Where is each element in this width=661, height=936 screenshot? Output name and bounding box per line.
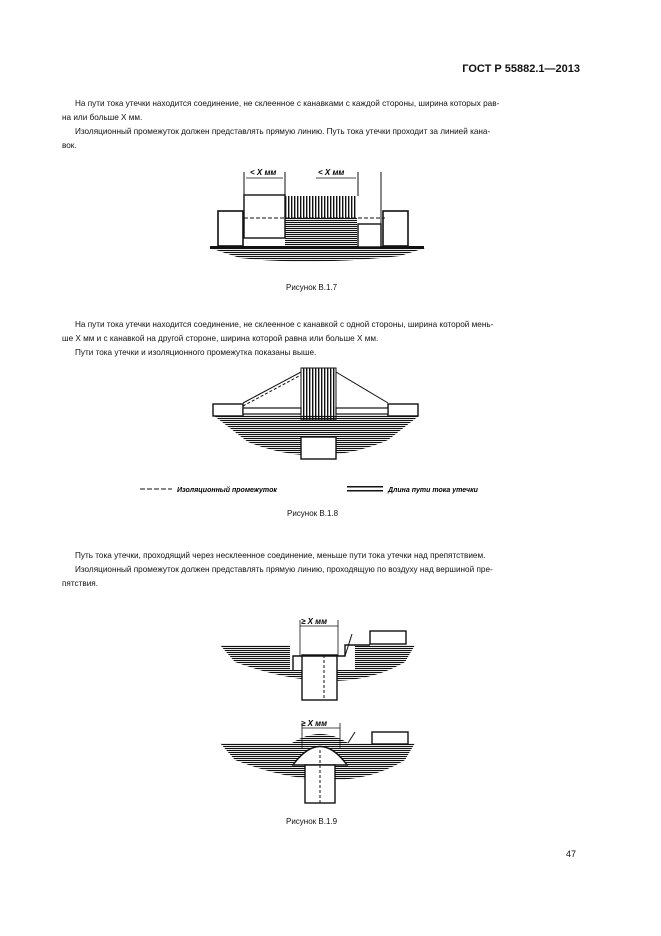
document-header: ГОСТ Р 55882.1—2013 xyxy=(462,63,580,75)
text-line: пятствия. xyxy=(62,579,99,588)
text-line: На пути тока утечки находится соединение, не склеенное с канавкой с одной стороны, ширина которой мень- xyxy=(75,320,494,329)
figure-caption-b17: Рисунок В.1.7 xyxy=(286,283,338,292)
dimension-label-right: < X мм xyxy=(318,168,345,177)
text-line: на или больше X мм. xyxy=(62,113,143,122)
figure-b19-top-drawing xyxy=(220,620,415,700)
dimension-label-left: < X мм xyxy=(250,168,277,177)
legend-path-label: Длина пути тока утечки xyxy=(388,487,478,494)
page-number: 47 xyxy=(566,849,577,859)
text-line: вок. xyxy=(62,141,77,150)
dimension-label-top: ≥ X мм xyxy=(301,617,328,626)
figure-b19-bottom-drawing xyxy=(220,723,415,803)
text-line: ше X мм и с канавкой на другой стороне, ширина которой равна или больше X мм. xyxy=(62,334,379,343)
figure-b17-drawing xyxy=(210,172,425,262)
text-line: Изоляционный промежуток должен представлять прямую линию, проходящую по воздуху над вершиной пре- xyxy=(75,565,493,574)
figure-caption-b18: Рисунок В.1.8 xyxy=(287,509,339,518)
text-line: Пути тока утечки и изоляционного промежутка показаны выше. xyxy=(75,348,317,357)
text-line: На пути тока утечки находится соединение, не склеенное с канавками с каждой стороны, ширина которых рав- xyxy=(75,99,500,108)
dimension-label-bottom: ≥ X мм xyxy=(301,719,328,728)
text-line: Изоляционный промежуток должен представлять прямую линию. Путь тока утечки проходит за линией кана- xyxy=(75,127,491,136)
section3-text xyxy=(62,549,583,591)
text-line: Путь тока утечки, проходящий через несклеенное соединение, меньше пути тока утечки над препятствием. xyxy=(75,551,486,560)
figure-caption-b19: Рисунок В.1.9 xyxy=(286,817,338,826)
legend-gap-label: Изоляционный промежуток xyxy=(177,487,277,494)
section2-text xyxy=(62,318,583,360)
figure-b18-drawing xyxy=(140,368,420,492)
